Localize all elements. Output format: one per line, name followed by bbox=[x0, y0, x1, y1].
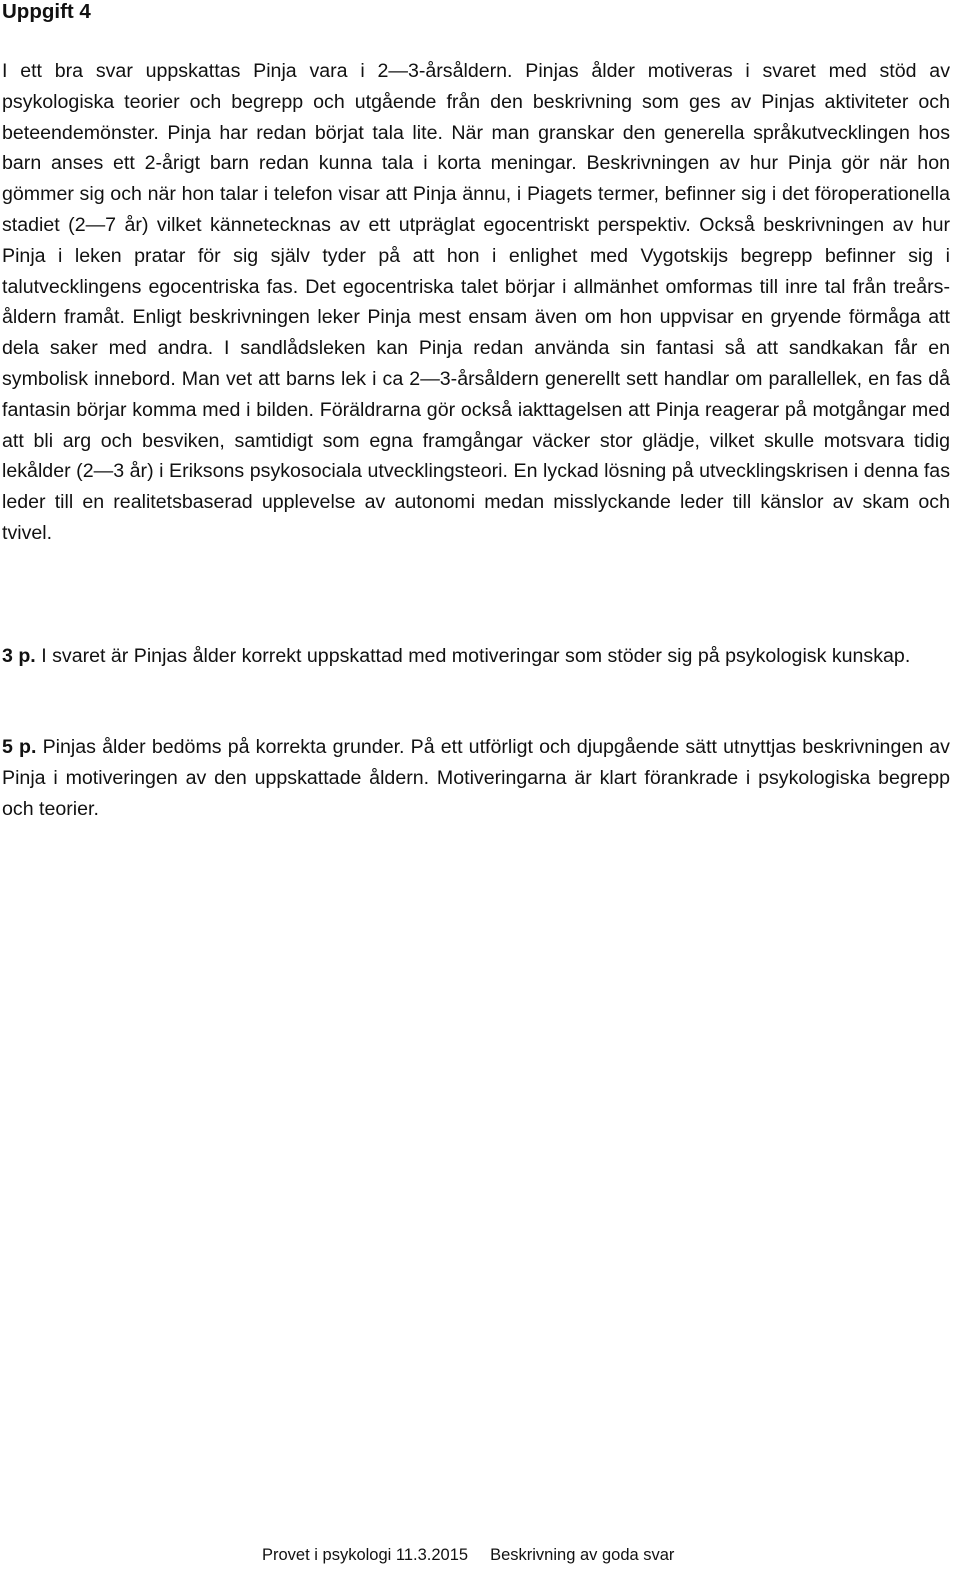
score-5-label: 5 p. bbox=[2, 736, 37, 758]
footer-exam-title: Provet i psykologi 11.3.2015 bbox=[262, 1546, 469, 1564]
score-5-text: Pinjas ålder bedöms på korrekta grunder. På ett utförligt och djupgående sätt utnyttjas beskrivningen av Pinja i motiveringen av den uppskattade åldern. Motiveringarna är klart förankrade i psykologiska begrepp och teorier. bbox=[2, 736, 950, 820]
footer-document-title: Beskrivning av goda svar bbox=[490, 1546, 675, 1564]
page-footer bbox=[262, 1544, 674, 1566]
score-3-label: 3 p. bbox=[2, 645, 36, 667]
page-title: Uppgift 4 bbox=[2, 0, 91, 23]
answer-description-paragraph: I ett bra svar uppskattas Pinja vara i 2—3-årsåldern. Pinjas ålder motiveras i svaret med stöd av psykologiska teorier och begrepp och utgående från den beskrivning som ges av Pinjas aktiviteter och beteendemönster. Pinja har redan börjat tala lite. När man granskar den generella språkutvecklingen hos barn anses ett 2-årigt barn redan kunna tala i korta meningar. Beskrivningen av hur Pinja gör när hon gömmer sig och när hon talar i telefon visar att Pinja ännu, i Piagets termer, befinner sig i det föroperationella stadiet (2—7 år) vilket kännetecknas av ett utpräglat egocentriskt perspektiv. Också beskrivningen av hur Pinja i leken pratar för sig själv tyder på att hon i enlighet med Vygotskijs begrepp befinner sig i talutvecklingens egocentriska fas. Det egocentriska talet börjar i allmänhet omformas till inre tal från treårsåldern framåt. Enligt beskrivningen leker Pinja mest ensam även om hon uppvisar en gryende förmåga att dela saker med andra. I sandlådsleken kan Pinja redan använda sin fantasi så att sandkakan får en symbolisk innebord. Man vet att barns lek i ca 2—3-årsåldern generellt sett handlar om parallellek, en fas då fantasin börjar komma med i bilden. Föräldrarna gör också iakttagelsen att Pinja reagerar på motgångar med att bli arg och besviken, samtidigt som egna framgångar väcker stor glädje, vilket skulle motsvara tidig lekålder (2—3 år) i Eriksons psykosociala utvecklingsteori. En lyckad lösning på utvecklingskrisen i denna fas leder till en realitetsbaserad upplevelse av autonomi medan misslyckande leder till känslor av skam och tvivel. bbox=[2, 60, 950, 544]
score-5-criteria bbox=[2, 732, 950, 824]
score-3-criteria bbox=[2, 641, 950, 672]
score-3-text: I svaret är Pinjas ålder korrekt uppskattad med motiveringar som stöder sig på psykologisk kunskap. bbox=[35, 645, 911, 667]
